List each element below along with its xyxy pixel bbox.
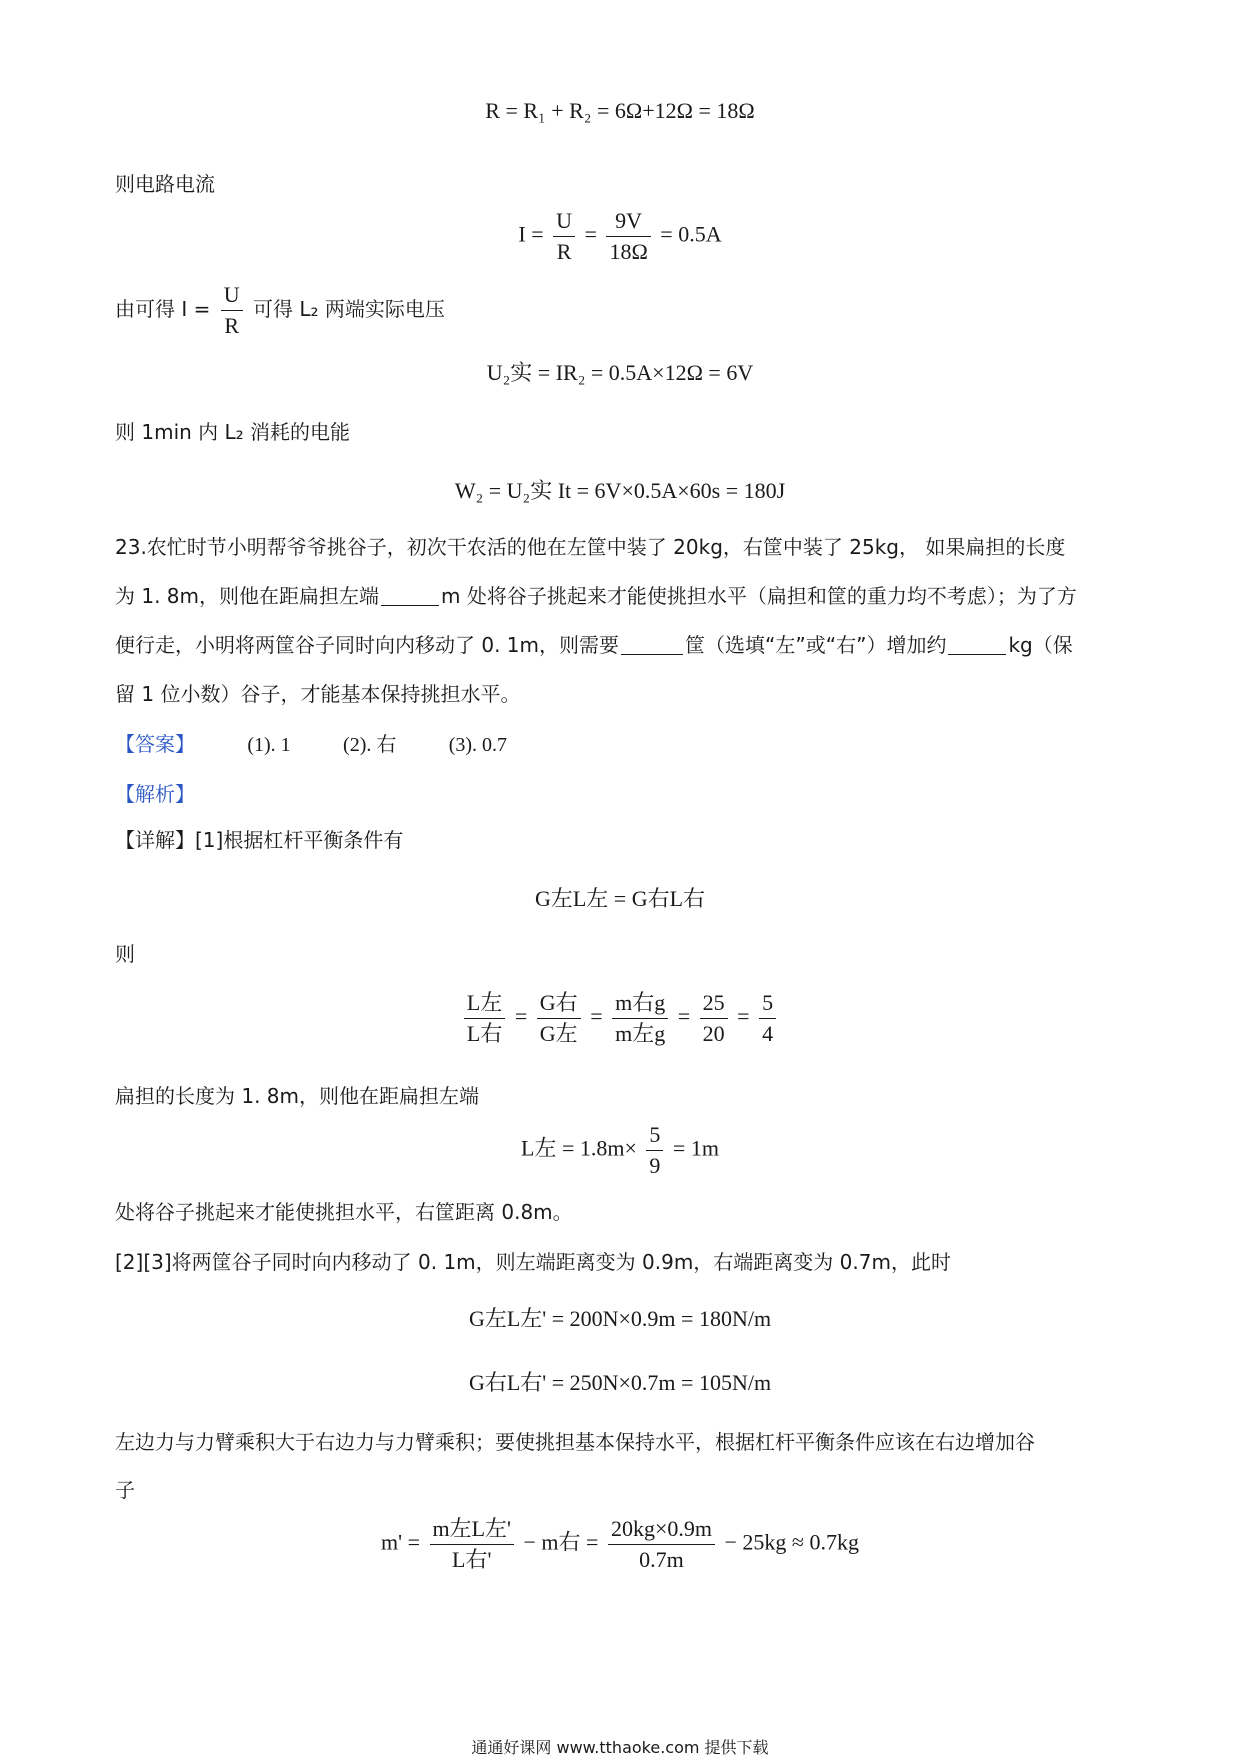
answer-3: (3). 0.7 [448,734,508,756]
analysis-line [115,780,195,808]
fraction-ohms-law: $\frac{U}{R}$ [221,282,243,339]
question-23-line-3: 便行走，小明将两筐谷子同时向内移动了 0. 1m，则需要 筐（选填“左”或“右”）增加约 kg（保 [115,633,1073,657]
text-energy-consumed: 则 1min 内 L₂ 消耗的电能 [115,420,351,444]
fraction-5-9: $\frac{5}{9}$ [646,1122,663,1179]
text-ohms-law: 由可得 I = $\frac{U}{R}$ 可得 L₂ 两端实际电压 [115,282,445,338]
answer-2: (2). 右 [343,734,397,756]
page-footer: 通通好课网 www.tthaoke.com 提供下载 [471,1738,769,1757]
answer-tag: 【答案】 [115,732,195,756]
fraction-l-ratio: $\frac{\text{L左}}{\text{L右}}$ [464,990,505,1047]
answer-1: (1). 1 [247,734,291,756]
equation-added-mass: m' = $\frac{\text{m左L左'}}{\text{L右'}}$ − m右 = $\frac{20kg\times 0.9m}{0.7m}$ − 25kg ≈ 0.7kg [381,1516,859,1572]
equation-left-distance: L左 = 1.8m× $\frac{5}{9}$ = 1m [521,1122,719,1178]
detail-tag: 【详解】 [115,828,195,852]
equation-total-resistance: R = R₁ + R₂ = 6Ω+12Ω = 18Ω [485,98,755,123]
question-23-line-2: 为 1. 8m，则他在距扁担左端 m 处将谷子挑起来才能使挑担水平（扁担和筐的重力均不考虑）；为了方 [115,584,1077,608]
text-then: 则 [115,942,135,966]
fraction-25-20: $\frac{25}{20}$ [700,990,728,1047]
answer-line [115,730,507,759]
text-move-inward: [2][3]将两筐谷子同时向内移动了 0. 1m，则左端距离变为 0.9m，右端距离变为 0.7m，此时 [115,1250,951,1274]
answer-blank-1 [381,585,439,606]
text-lift-point: 处将谷子挑起来才能使挑担水平，右筐距离 0.8m。 [115,1200,573,1224]
detail-line: 【详解】[1]根据杠杆平衡条件有 [115,828,404,852]
text-comparison: 左边力与力臂乘积大于右边力与力臂乘积；要使挑担基本保持水平，根据杠杆平衡条件应该在右边增加谷 [115,1430,1035,1454]
fraction-9v-over-18ohm: $\frac{9V}{18\Omega}$ [606,208,650,265]
question-23-line-1: 23.农忙时节小明帮爷爷挑谷子，初次干农活的他在左筐中装了 20kg，右筐中装了 25kg， 如果扁担的长度 [115,535,1066,559]
equation-actual-voltage: U₂实 = IR₂ = 0.5A×12Ω = 6V [486,360,754,385]
equation-current: I = $\frac{U}{R}$ = $\frac{9V}{18\Omega}$ = 0.5A [518,208,722,264]
fraction-numeric: $\frac{20kg\times 0.9m}{0.7m}$ [608,1516,715,1573]
answer-blank-2 [621,634,683,655]
equation-left-moment: G左L左' = 200N×0.9m = 180N/m [468,1306,772,1331]
equation-lever-balance: G左L左 = G右L右 [534,886,706,911]
fraction-g-ratio: $\frac{\text{G右}}{\text{G左}}$ [537,990,581,1047]
answer-blank-3 [948,634,1006,655]
text-grain: 子 [115,1478,135,1502]
analysis-tag: 【解析】 [115,782,195,806]
text-pole-length: 扁担的长度为 1. 8m，则他在距扁担左端 [115,1084,480,1108]
fraction-u-over-r: $\frac{U}{R}$ [553,208,575,265]
equation-energy: W₂ = U₂实 It = 6V×0.5A×60s = 180J [454,478,786,503]
equation-ratio: $\frac{\text{L左}}{\text{L右}}$ = $\frac{\text{G右}}{\text{G左}}$ = $\frac{\text{m右g}}{\text{m左g}}$ = $\frac{25}{20}$ = $\frac{5}{4}$ [0,990,1240,1047]
equation-right-moment: G右L右' = 250N×0.7m = 105N/m [468,1370,772,1395]
question-23-line-4: 留 1 位小数）谷子，才能基本保持挑担水平。 [115,682,521,706]
fraction-5-4: $\frac{5}{4}$ [759,990,776,1047]
fraction-mg-ratio: $\frac{\text{m右g}}{\text{m左g}}$ [612,990,668,1047]
text-circuit-current: 则电路电流 [115,172,215,196]
fraction-mass-moment: $\frac{\text{m左L左'}}{\text{L右'}}$ [430,1516,515,1573]
